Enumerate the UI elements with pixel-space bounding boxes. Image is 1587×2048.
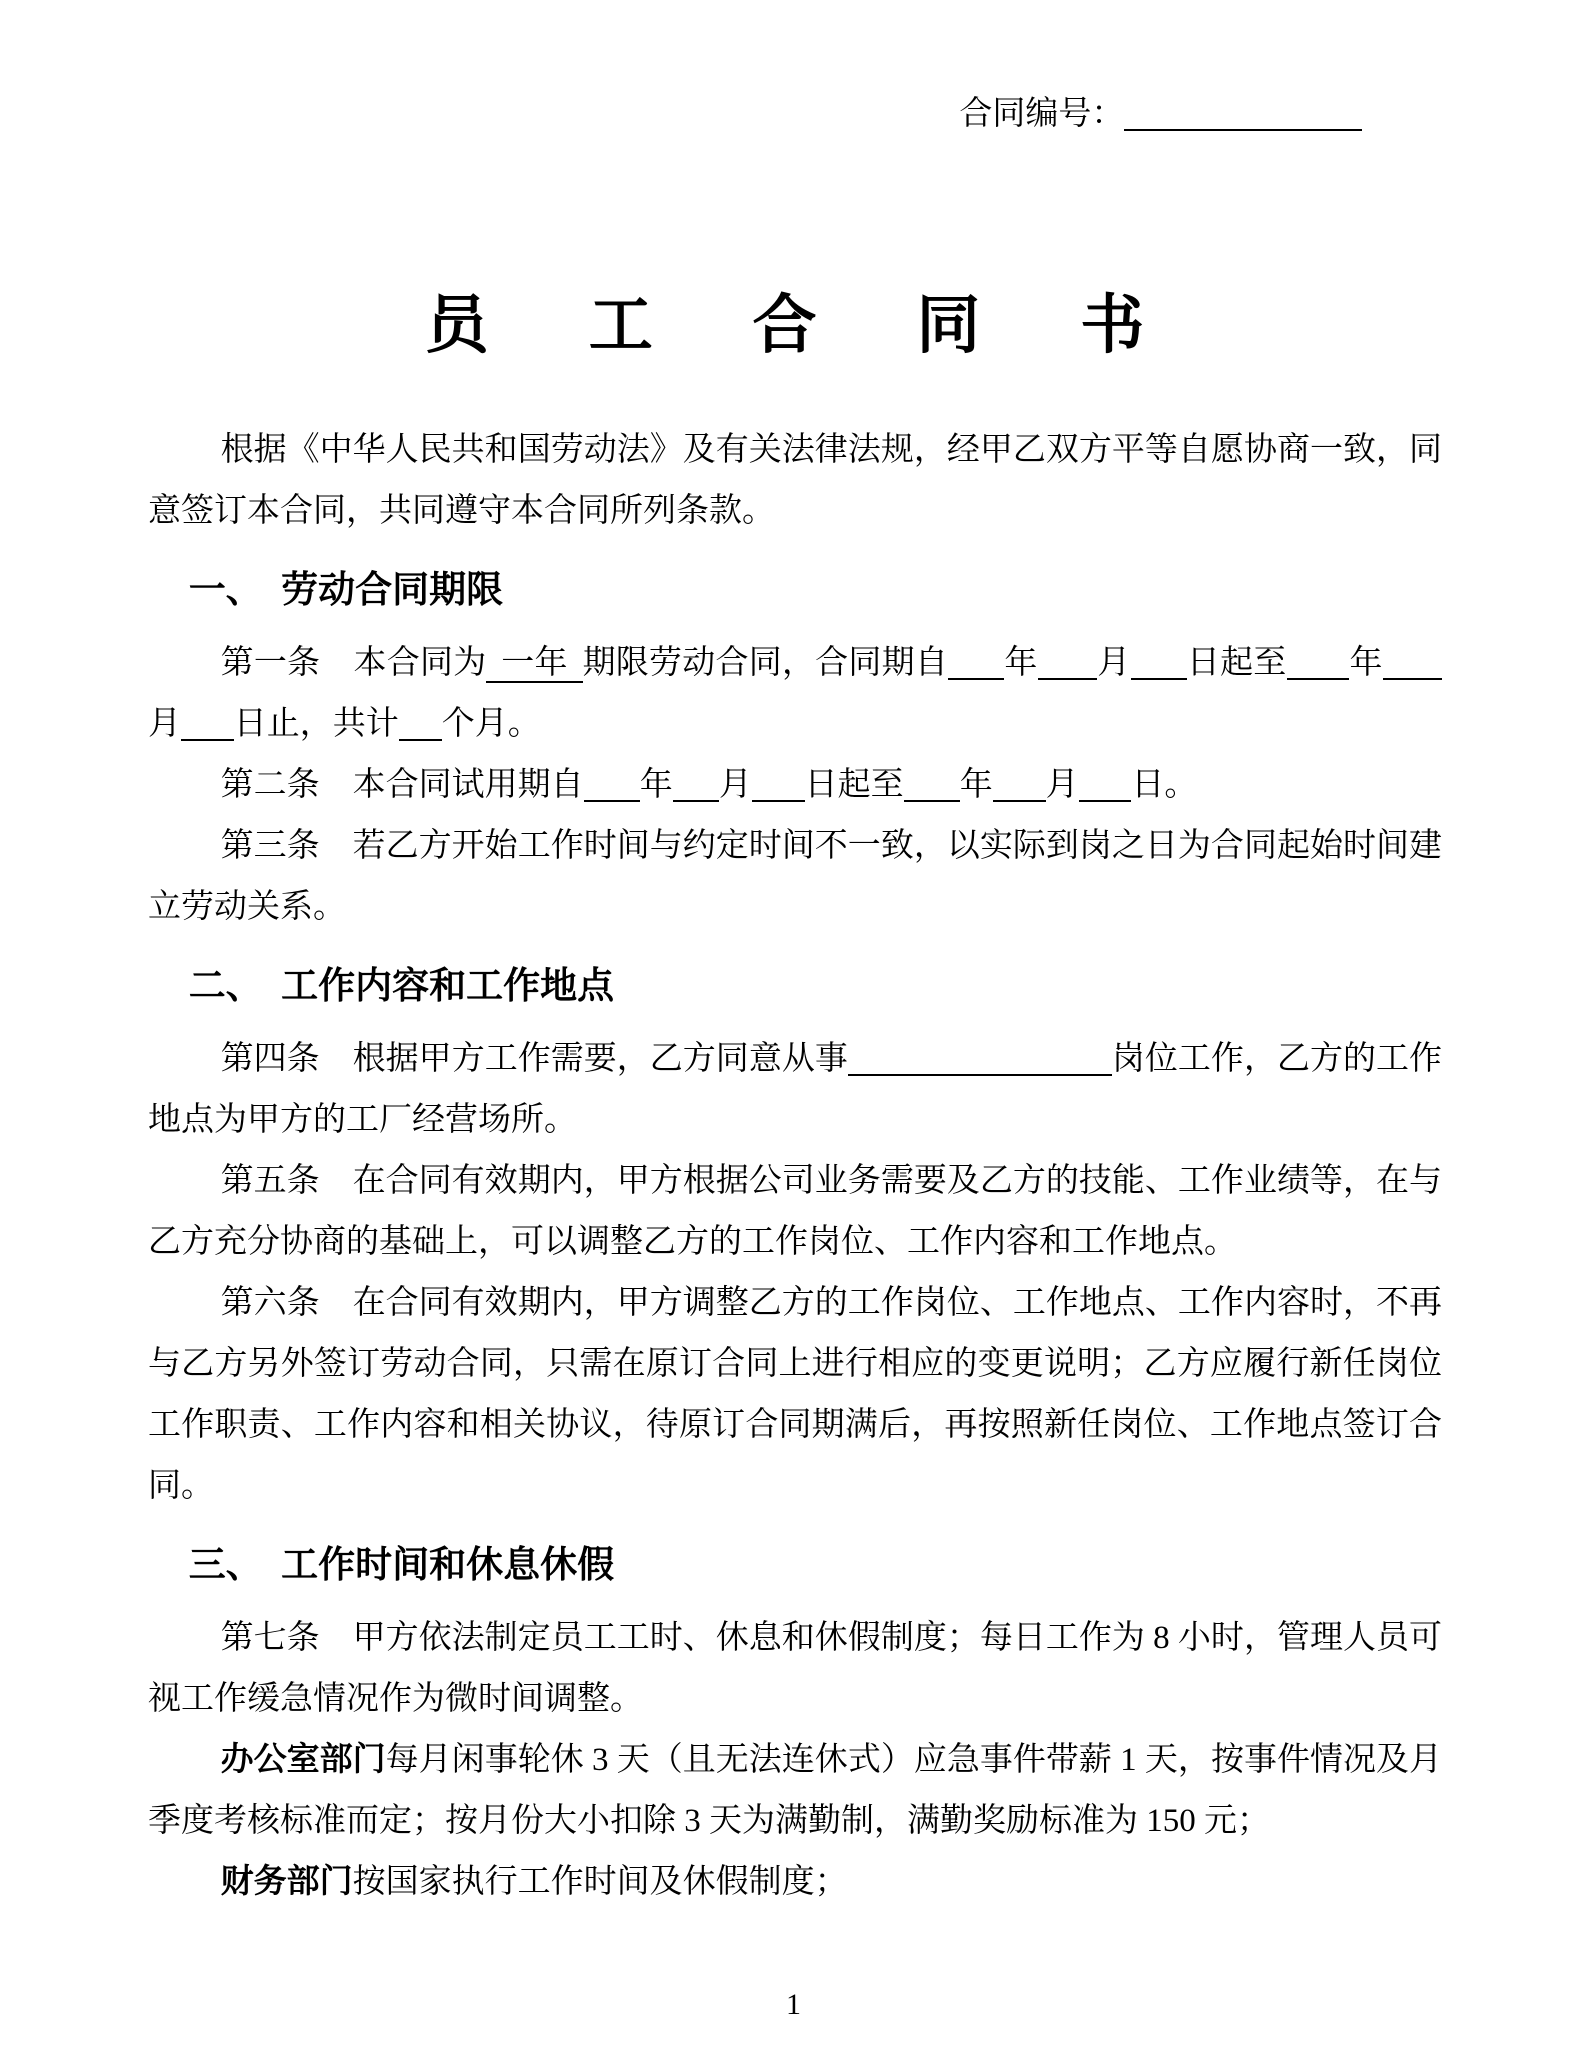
blank-field: [948, 644, 1004, 680]
contract-number-line: [959, 92, 1362, 136]
text-run: 月: [1097, 645, 1131, 681]
text-run: 期限劳动合同，合同期自: [582, 645, 949, 681]
blank-field: [1287, 644, 1350, 680]
section-2-heading: [148, 956, 1442, 1017]
blank-field: [673, 766, 719, 802]
text-run: 月: [718, 767, 752, 803]
text-run: 月: [1045, 767, 1079, 803]
blank-field: [993, 766, 1046, 802]
section-1-heading: [148, 560, 1442, 621]
section-3-heading: [148, 1535, 1442, 1596]
contract-number-blank: [1124, 95, 1362, 131]
clause-3: [148, 816, 1442, 938]
text-run: 第五条 在合同有效期内，甲方根据公司业务需要及乙方的技能、工作业绩等，在与乙方充分协商的基础上，可以调整乙方的工作岗位、工作内容和工作地点。: [148, 1163, 1442, 1260]
text-run: 第一条 本合同为: [220, 645, 487, 681]
text-run: 个月。: [441, 706, 541, 742]
bold-run: 办公室部门: [220, 1742, 386, 1778]
blank-field: [752, 766, 805, 802]
text-run: 日起至: [804, 767, 904, 803]
blank-field: [904, 766, 960, 802]
text-run: 年: [959, 767, 993, 803]
blank-field: [1079, 766, 1132, 802]
clause-7: [148, 1608, 1442, 1730]
blank-field: [1131, 644, 1187, 680]
text-run: 一、 劳动合同期限: [188, 570, 504, 611]
underlined-run: 一年: [486, 645, 582, 683]
text-run: 日起至: [1186, 645, 1287, 681]
text-run: 年: [1004, 645, 1038, 681]
text-run: 日。: [1131, 767, 1198, 803]
text-run: 第七条 甲方依法制定员工工时、休息和休假制度；每日工作为 8 小时，管理人员可视工作缓急情况作为微时间调整。: [148, 1620, 1442, 1717]
office-dept-paragraph: [148, 1730, 1442, 1852]
clause-1: [148, 633, 1442, 755]
blank-field: [584, 766, 640, 802]
text-run: 第三条 若乙方开始工作时间与约定时间不一致，以实际到岗之日为合同起始时间建立劳动关系。: [148, 828, 1442, 925]
text-run: 年: [639, 767, 673, 803]
text-run: 月: [148, 706, 181, 742]
intro-paragraph: [148, 420, 1442, 542]
text-run: 岗位工作，乙方的工作地点为甲方的工厂经营场所。: [148, 1041, 1443, 1138]
blank-field: [399, 705, 442, 741]
blank-field: [1038, 644, 1097, 680]
text-run: 按国家执行工作时间及休假制度；: [352, 1864, 848, 1900]
text-run: 日止，共计: [233, 706, 399, 742]
finance-dept-paragraph: [148, 1852, 1442, 1913]
document-title: 员 工 合 同 书: [424, 290, 1163, 361]
bold-run: 财务部门: [220, 1864, 353, 1900]
text-run: 第二条 本合同试用期自: [220, 767, 584, 803]
text-run: 年: [1349, 645, 1383, 681]
clause-6: [148, 1273, 1442, 1517]
text-run: 第四条 根据甲方工作需要，乙方同意从事: [220, 1041, 848, 1077]
clause-2: [148, 755, 1442, 816]
text-run: 二、 工作内容和工作地点: [188, 966, 615, 1007]
contract-number-label: 合同编号：: [959, 96, 1125, 132]
document-body: [148, 420, 1442, 1913]
page-number: 1: [786, 1988, 801, 2021]
blank-field: [848, 1040, 1112, 1076]
text-run: 三、 工作时间和休息休假: [188, 1545, 615, 1586]
text-run: 每月闲事轮休 3 天（且无法连休式）应急事件带薪 1 天，按事件情况及月季度考核标准而定；按月份大小扣除 3 天为满勤制，满勤奖励标准为 150 元；: [148, 1742, 1443, 1839]
text-run: 根据《中华人民共和国劳动法》及有关法律法规，经甲乙双方平等自愿协商一致，同意签订本合同，共同遵守本合同所列条款。: [148, 432, 1442, 529]
blank-field: [1383, 644, 1442, 680]
blank-field: [181, 705, 234, 741]
text-run: 第六条 在合同有效期内，甲方调整乙方的工作岗位、工作地点、工作内容时，不再与乙方另外签订劳动合同，只需在原订合同上进行相应的变更说明；乙方应履行新任岗位工作职责、工作内容和相关协议，待原订合同期满后，再按照新任岗位、工作地点签订合同。: [148, 1285, 1442, 1504]
clause-4: [148, 1029, 1442, 1151]
clause-5: [148, 1151, 1442, 1273]
